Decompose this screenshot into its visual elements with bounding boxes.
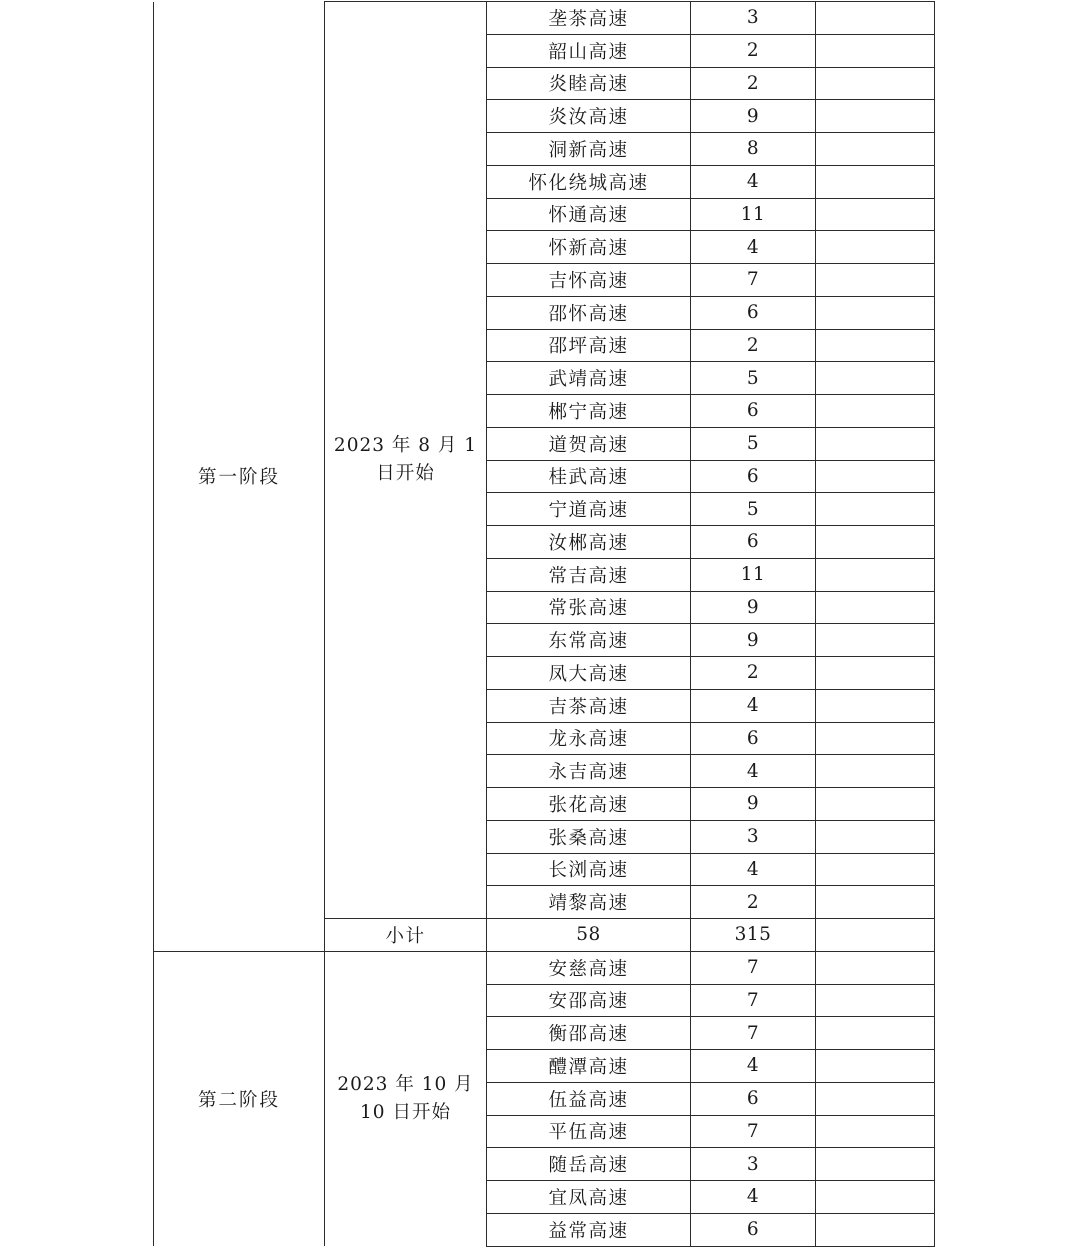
- note-cell: [816, 264, 935, 297]
- road-name-cell: 益常高速: [487, 1213, 691, 1246]
- stage-name-cell: 第一阶段: [154, 2, 325, 952]
- road-name-cell: 怀化绕城高速: [487, 165, 691, 198]
- road-name-cell: 平伍高速: [487, 1115, 691, 1148]
- count-cell: 6: [691, 1082, 816, 1115]
- count-cell: 11: [691, 558, 816, 591]
- count-cell: 5: [691, 362, 816, 395]
- note-cell: [816, 67, 935, 100]
- note-cell: [816, 395, 935, 428]
- count-cell: 9: [691, 591, 816, 624]
- note-cell: [816, 689, 935, 722]
- count-cell: 9: [691, 788, 816, 821]
- count-cell: 7: [691, 984, 816, 1017]
- road-name-cell: 常吉高速: [487, 558, 691, 591]
- start-time-cell: 2023 年 10 月 10 日开始: [325, 951, 487, 1246]
- road-name-cell: 凤大高速: [487, 657, 691, 690]
- note-cell: [816, 886, 935, 919]
- note-cell: [816, 493, 935, 526]
- count-cell: 11: [691, 198, 816, 231]
- note-cell: [816, 853, 935, 886]
- note-cell: [816, 919, 935, 952]
- count-cell: 2: [691, 34, 816, 67]
- note-cell: [816, 1050, 935, 1083]
- count-cell: 4: [691, 165, 816, 198]
- count-cell: 6: [691, 1213, 816, 1246]
- road-name-cell: 醴潭高速: [487, 1050, 691, 1083]
- count-cell: 7: [691, 951, 816, 984]
- note-cell: [816, 231, 935, 264]
- note-cell: [816, 722, 935, 755]
- road-name-cell: 邵怀高速: [487, 296, 691, 329]
- road-name-cell: 龙永高速: [487, 722, 691, 755]
- road-name-cell: 永吉高速: [487, 755, 691, 788]
- count-cell: 5: [691, 493, 816, 526]
- road-name-cell: 伍益高速: [487, 1082, 691, 1115]
- road-name-cell: 吉怀高速: [487, 264, 691, 297]
- note-cell: [816, 755, 935, 788]
- note-cell: [816, 133, 935, 166]
- note-cell: [816, 100, 935, 133]
- count-cell: 4: [691, 853, 816, 886]
- count-cell: 6: [691, 526, 816, 559]
- count-cell: 4: [691, 231, 816, 264]
- road-name-cell: 郴宁高速: [487, 395, 691, 428]
- road-name-cell: 长浏高速: [487, 853, 691, 886]
- count-cell: 3: [691, 2, 816, 35]
- count-cell: 2: [691, 329, 816, 362]
- count-cell: 3: [691, 1148, 816, 1181]
- highway-phase-table: [153, 1, 935, 1247]
- note-cell: [816, 1082, 935, 1115]
- count-cell: 4: [691, 755, 816, 788]
- note-cell: [816, 1148, 935, 1181]
- note-cell: [816, 558, 935, 591]
- count-cell: 2: [691, 657, 816, 690]
- road-name-cell: 武靖高速: [487, 362, 691, 395]
- count-cell: 6: [691, 296, 816, 329]
- highway-table-container: [153, 1, 934, 1247]
- road-name-cell: 靖黎高速: [487, 886, 691, 919]
- road-name-cell: 桂武高速: [487, 460, 691, 493]
- note-cell: [816, 1181, 935, 1214]
- note-cell: [816, 1115, 935, 1148]
- note-cell: [816, 427, 935, 460]
- note-cell: [816, 591, 935, 624]
- note-cell: [816, 820, 935, 853]
- note-cell: [816, 2, 935, 35]
- count-cell: 6: [691, 722, 816, 755]
- count-cell: 2: [691, 886, 816, 919]
- count-cell: 3: [691, 820, 816, 853]
- count-cell: 5: [691, 427, 816, 460]
- note-cell: [816, 1017, 935, 1050]
- road-name-cell: 宜凤高速: [487, 1181, 691, 1214]
- start-time-cell: 2023 年 8 月 1 日开始: [325, 2, 487, 919]
- road-name-cell: 常张高速: [487, 591, 691, 624]
- road-name-cell: 垄茶高速: [487, 2, 691, 35]
- count-cell: 7: [691, 264, 816, 297]
- road-name-cell: 张桑高速: [487, 820, 691, 853]
- road-name-cell: 怀新高速: [487, 231, 691, 264]
- note-cell: [816, 362, 935, 395]
- road-name-cell: 炎睦高速: [487, 67, 691, 100]
- note-cell: [816, 329, 935, 362]
- road-name-cell: 张花高速: [487, 788, 691, 821]
- note-cell: [816, 984, 935, 1017]
- road-name-cell: 汝郴高速: [487, 526, 691, 559]
- subtotal-roads: 58: [487, 919, 691, 952]
- count-cell: 7: [691, 1017, 816, 1050]
- road-name-cell: 东常高速: [487, 624, 691, 657]
- road-name-cell: 安邵高速: [487, 984, 691, 1017]
- table-body: [154, 2, 935, 1247]
- note-cell: [816, 1213, 935, 1246]
- count-cell: 6: [691, 460, 816, 493]
- note-cell: [816, 34, 935, 67]
- count-cell: 4: [691, 1050, 816, 1083]
- table-row: [154, 951, 935, 984]
- road-name-cell: 怀通高速: [487, 198, 691, 231]
- road-name-cell: 安慈高速: [487, 951, 691, 984]
- note-cell: [816, 460, 935, 493]
- road-name-cell: 随岳高速: [487, 1148, 691, 1181]
- count-cell: 2: [691, 67, 816, 100]
- count-cell: 6: [691, 395, 816, 428]
- note-cell: [816, 951, 935, 984]
- stage-name-cell: 第二阶段: [154, 951, 325, 1246]
- count-cell: 4: [691, 689, 816, 722]
- note-cell: [816, 657, 935, 690]
- road-name-cell: 炎汝高速: [487, 100, 691, 133]
- road-name-cell: 洞新高速: [487, 133, 691, 166]
- count-cell: 4: [691, 1181, 816, 1214]
- subtotal-count: 315: [691, 919, 816, 952]
- note-cell: [816, 788, 935, 821]
- note-cell: [816, 165, 935, 198]
- note-cell: [816, 526, 935, 559]
- road-name-cell: 宁道高速: [487, 493, 691, 526]
- count-cell: 9: [691, 624, 816, 657]
- note-cell: [816, 198, 935, 231]
- note-cell: [816, 624, 935, 657]
- road-name-cell: 衡邵高速: [487, 1017, 691, 1050]
- road-name-cell: 韶山高速: [487, 34, 691, 67]
- table-row: [154, 2, 935, 35]
- road-name-cell: 吉茶高速: [487, 689, 691, 722]
- count-cell: 9: [691, 100, 816, 133]
- road-name-cell: 道贺高速: [487, 427, 691, 460]
- road-name-cell: 邵坪高速: [487, 329, 691, 362]
- count-cell: 7: [691, 1115, 816, 1148]
- note-cell: [816, 296, 935, 329]
- count-cell: 8: [691, 133, 816, 166]
- subtotal-label: 小计: [325, 919, 487, 952]
